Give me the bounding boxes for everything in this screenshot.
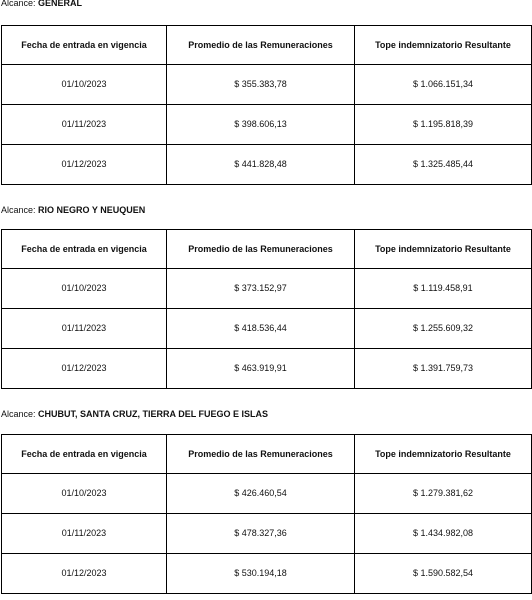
section-rio-negro-neuquen xyxy=(0,204,532,216)
cell-cap: $ 1.325.485,44 xyxy=(355,145,532,185)
scope-label: Alcance: xyxy=(1,205,36,215)
cell-average: $ 355.383,78 xyxy=(167,65,355,105)
cell-cap: $ 1.391.759,73 xyxy=(355,349,532,389)
cell-cap: $ 1.119.458,91 xyxy=(355,269,532,309)
cell-date: 01/11/2023 xyxy=(2,309,167,349)
scope-line xyxy=(0,0,532,9)
table-row xyxy=(2,105,532,145)
cell-average: $ 463.919,91 xyxy=(167,349,355,389)
section-chubut-santa-cruz-tierra-del-fuego xyxy=(0,408,532,420)
scope-value: GENERAL xyxy=(38,0,83,8)
cell-cap: $ 1.195.818,39 xyxy=(355,105,532,145)
header-average: Promedio de las Remuneraciones xyxy=(167,435,355,474)
table-row xyxy=(2,309,532,349)
header-average: Promedio de las Remuneraciones xyxy=(167,26,355,65)
table-row xyxy=(2,349,532,389)
header-cap: Tope indemnizatorio Resultante xyxy=(355,230,532,269)
table-header-row xyxy=(2,435,532,474)
cell-average: $ 441.828,48 xyxy=(167,145,355,185)
cell-cap: $ 1.434.982,08 xyxy=(355,514,532,554)
section-general xyxy=(0,0,532,9)
cell-cap: $ 1.066.151,34 xyxy=(355,65,532,105)
table-row xyxy=(2,65,532,105)
cell-average: $ 530.194,18 xyxy=(167,554,355,594)
scope-value: CHUBUT, SANTA CRUZ, TIERRA DEL FUEGO E ISLAS xyxy=(38,409,269,419)
scope-line xyxy=(0,408,532,420)
table-row xyxy=(2,474,532,514)
cell-average: $ 478.327,36 xyxy=(167,514,355,554)
cell-date: 01/11/2023 xyxy=(2,105,167,145)
cell-average: $ 398.606,13 xyxy=(167,105,355,145)
indemnity-cap-table-chubut-santa-cruz-tierra-del-fuego xyxy=(1,434,532,594)
indemnity-cap-table-rio-negro-neuquen xyxy=(1,229,532,389)
cell-date: 01/10/2023 xyxy=(2,474,167,514)
cell-date: 01/11/2023 xyxy=(2,514,167,554)
cell-date: 01/10/2023 xyxy=(2,65,167,105)
cell-average: $ 418.536,44 xyxy=(167,309,355,349)
cell-cap: $ 1.590.582,54 xyxy=(355,554,532,594)
scope-line xyxy=(0,204,532,216)
scope-label: Alcance: xyxy=(1,409,36,419)
table-row xyxy=(2,269,532,309)
header-cap: Tope indemnizatorio Resultante xyxy=(355,435,532,474)
table-row xyxy=(2,145,532,185)
cell-cap: $ 1.255.609,32 xyxy=(355,309,532,349)
cell-average: $ 373.152,97 xyxy=(167,269,355,309)
indemnity-cap-table-general xyxy=(1,25,532,185)
scope-label: Alcance: xyxy=(1,0,36,8)
table-header-row xyxy=(2,230,532,269)
cell-cap: $ 1.279.381,62 xyxy=(355,474,532,514)
header-date: Fecha de entrada en vigencia xyxy=(2,435,167,474)
header-average: Promedio de las Remuneraciones xyxy=(167,230,355,269)
header-date: Fecha de entrada en vigencia xyxy=(2,230,167,269)
cell-average: $ 426.460,54 xyxy=(167,474,355,514)
header-cap: Tope indemnizatorio Resultante xyxy=(355,26,532,65)
scope-value: RIO NEGRO Y NEUQUEN xyxy=(38,205,146,215)
cell-date: 01/10/2023 xyxy=(2,269,167,309)
table-row xyxy=(2,514,532,554)
table-header-row xyxy=(2,26,532,65)
cell-date: 01/12/2023 xyxy=(2,554,167,594)
header-date: Fecha de entrada en vigencia xyxy=(2,26,167,65)
table-row xyxy=(2,554,532,594)
cell-date: 01/12/2023 xyxy=(2,349,167,389)
cell-date: 01/12/2023 xyxy=(2,145,167,185)
